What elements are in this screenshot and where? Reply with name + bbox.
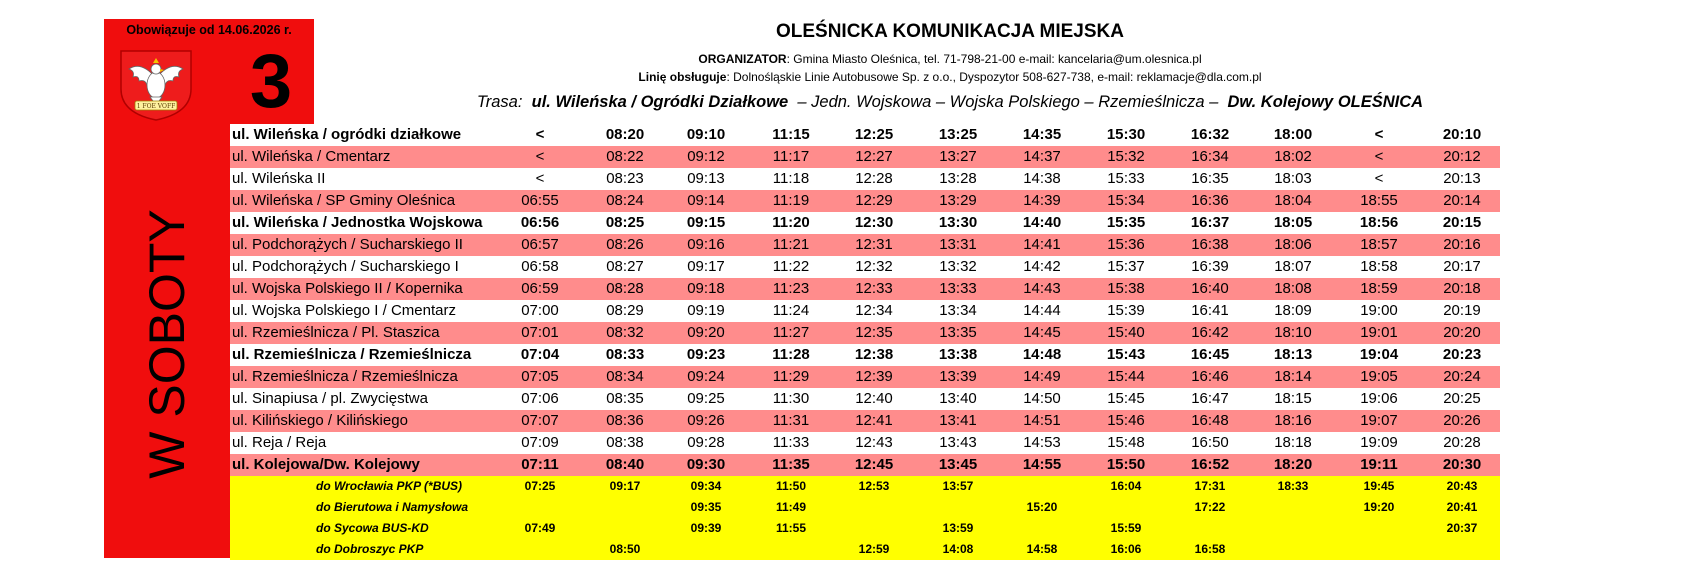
departure-time: 20:30 — [1442, 456, 1482, 473]
connection-time — [1263, 497, 1323, 518]
stop-name: ul. Podchorążych / Sucharskiego II — [232, 236, 463, 253]
line-number: 3 — [249, 39, 293, 124]
departure-time: 20:14 — [1443, 192, 1481, 209]
connection-time: 13:59 — [942, 521, 974, 535]
departure-time: 07:01 — [521, 324, 559, 341]
departure-time: 13:35 — [939, 324, 977, 341]
departure-time: 15:36 — [1107, 236, 1145, 253]
departure-time: 11:15 — [772, 126, 810, 143]
connection-time — [1263, 539, 1323, 560]
departure-time: 13:27 — [939, 148, 977, 165]
operator-info — [590, 70, 1310, 84]
departure-time: 14:37 — [1023, 148, 1061, 165]
connection-time — [1432, 539, 1492, 560]
departure-time: 13:33 — [939, 280, 977, 297]
departure-time: 15:34 — [1107, 192, 1145, 209]
departure-time: 16:35 — [1191, 170, 1229, 187]
departure-time: 16:47 — [1191, 390, 1229, 407]
departure-time: 18:18 — [1274, 434, 1312, 451]
table-row — [230, 300, 1500, 322]
connection-row — [230, 539, 1500, 560]
connection-time — [1012, 476, 1072, 497]
departure-time: 08:33 — [605, 346, 645, 363]
departure-time: 19:00 — [1360, 302, 1398, 319]
departure-time: 15:30 — [1106, 126, 1146, 143]
departure-time: 13:31 — [939, 236, 977, 253]
departure-time: 09:28 — [687, 434, 725, 451]
departure-time: 11:17 — [772, 148, 810, 165]
stop-name: ul. Rzemieślnicza / Rzemieślnicza — [232, 346, 472, 363]
connection-time: 16:06 — [1110, 542, 1142, 556]
connection-time — [595, 497, 655, 518]
connection-time — [844, 497, 904, 518]
departure-time: 12:41 — [855, 412, 893, 429]
departure-time: 13:38 — [938, 346, 978, 363]
connection-destination: do Bierutowa i Namysłowa — [316, 500, 469, 514]
departure-time: 18:04 — [1274, 192, 1312, 209]
departure-time: 16:50 — [1191, 434, 1229, 451]
departure-time: 12:34 — [855, 302, 893, 319]
connection-row — [230, 476, 1500, 497]
departure-time: 18:06 — [1274, 236, 1312, 253]
departure-time: < — [535, 148, 545, 165]
departure-time: 13:25 — [938, 126, 978, 143]
table-row — [230, 146, 1500, 168]
departure-time: 09:19 — [687, 302, 725, 319]
departure-time: 14:39 — [1023, 192, 1061, 209]
route-description — [440, 93, 1460, 112]
connection-time: 19:20 — [1363, 500, 1395, 514]
departure-time: 07:11 — [521, 456, 559, 473]
departure-time: 16:46 — [1191, 368, 1229, 385]
route-middle: – Jedn. Wojskowa – Wojska Polskiego – Rzemieślnicza – — [797, 93, 1219, 111]
connection-destination: do Sycowa BUS-KD — [316, 521, 429, 535]
connection-time: 15:59 — [1110, 521, 1142, 535]
connection-time — [761, 539, 821, 560]
connection-time — [1263, 518, 1323, 539]
departure-time: 14:53 — [1023, 434, 1061, 451]
connection-time — [1349, 539, 1409, 560]
departure-time: 19:07 — [1360, 412, 1398, 429]
departure-time: 11:35 — [772, 456, 810, 473]
departure-time: 12:25 — [854, 126, 894, 143]
departure-time: < — [535, 170, 545, 187]
departure-time: 09:15 — [686, 214, 726, 231]
connection-row — [230, 497, 1500, 518]
departure-time: 18:02 — [1274, 148, 1312, 165]
departure-time: 18:00 — [1273, 126, 1313, 143]
connection-time — [844, 518, 904, 539]
table-row — [230, 388, 1500, 410]
departure-time: 11:31 — [772, 412, 810, 429]
table-row — [230, 168, 1500, 190]
departure-time: 12:35 — [855, 324, 893, 341]
stop-name: ul. Podchorążych / Sucharskiego I — [232, 258, 459, 275]
departure-time: 07:00 — [521, 302, 559, 319]
departure-time: 14:44 — [1023, 302, 1061, 319]
departure-time: 06:57 — [521, 236, 559, 253]
table-row — [230, 454, 1500, 476]
connection-time: 09:39 — [690, 521, 722, 535]
departure-time: 12:31 — [855, 236, 893, 253]
departure-time: 15:38 — [1107, 280, 1145, 297]
departure-time: 08:36 — [606, 412, 644, 429]
connection-time: 12:59 — [858, 542, 890, 556]
departure-time: 08:28 — [606, 280, 644, 297]
connection-time — [1012, 518, 1072, 539]
departure-time: 12:40 — [855, 390, 893, 407]
departure-time: 08:34 — [606, 368, 644, 385]
departure-time: 18:20 — [1273, 456, 1313, 473]
departure-time: 11:19 — [772, 192, 810, 209]
departure-time: 08:32 — [606, 324, 644, 341]
departure-time: 09:16 — [687, 236, 725, 253]
departure-time: 18:14 — [1274, 368, 1312, 385]
departure-time: 18:59 — [1360, 280, 1398, 297]
stop-name: ul. Wileńska / Jednostka Wojskowa — [232, 214, 483, 231]
departure-time: 18:15 — [1274, 390, 1312, 407]
departure-time: 08:26 — [606, 236, 644, 253]
departure-time: 14:48 — [1022, 346, 1062, 363]
departure-time: 15:32 — [1107, 148, 1145, 165]
departure-time: 07:05 — [521, 368, 559, 385]
departure-time: 08:23 — [606, 170, 644, 187]
connection-time: 13:57 — [942, 479, 974, 493]
departure-time: 15:37 — [1107, 258, 1145, 275]
departure-time: 06:56 — [520, 214, 560, 231]
departure-time: 11:33 — [772, 434, 810, 451]
route-label: Trasa: — [476, 93, 523, 111]
departure-time: 20:26 — [1443, 412, 1481, 429]
departure-time: 14:51 — [1023, 412, 1061, 429]
departure-time: 14:42 — [1023, 258, 1061, 275]
departure-time: 11:18 — [772, 170, 810, 187]
departure-time: 09:18 — [687, 280, 725, 297]
departure-time: 13:41 — [939, 412, 977, 429]
departure-time: 16:48 — [1191, 412, 1229, 429]
table-row — [230, 366, 1500, 388]
departure-time: 20:10 — [1442, 126, 1482, 143]
departure-time: 15:45 — [1107, 390, 1145, 407]
emblem-ribbon-text: 1 FOE VOFF — [136, 103, 176, 110]
departure-time: 09:13 — [687, 170, 725, 187]
table-row — [230, 256, 1500, 278]
departure-time: 13:34 — [939, 302, 977, 319]
departure-time: 14:43 — [1023, 280, 1061, 297]
connection-time: 15:20 — [1026, 500, 1058, 514]
departure-time: 20:20 — [1443, 324, 1481, 341]
departure-time: 08:22 — [606, 148, 644, 165]
departure-time: 14:55 — [1022, 456, 1062, 473]
departure-time: 13:29 — [939, 192, 977, 209]
stop-name: ul. Wojska Polskiego I / Cmentarz — [232, 302, 456, 319]
departure-time: 19:01 — [1360, 324, 1398, 341]
departure-time: 18:13 — [1273, 346, 1313, 363]
connection-time: 11:49 — [775, 500, 807, 514]
connection-row — [230, 518, 1500, 539]
departure-time: 09:25 — [687, 390, 725, 407]
table-row — [230, 432, 1500, 454]
departure-time: 18:05 — [1273, 214, 1313, 231]
departure-time: 09:26 — [687, 412, 725, 429]
departure-time: 16:38 — [1191, 236, 1229, 253]
departure-time: 14:40 — [1022, 214, 1062, 231]
departure-time: < — [1374, 148, 1384, 165]
validity-date: Obowiązuje od 14.06.2026 r. — [126, 23, 292, 37]
departure-time: 12:29 — [855, 192, 893, 209]
route-start: ul. Wileńska / Ogródki Działkowe — [531, 93, 789, 111]
departure-time: 07:09 — [521, 434, 559, 451]
departure-time: 11:28 — [772, 346, 810, 363]
departure-time: 18:55 — [1360, 192, 1398, 209]
organizer-label: ORGANIZATOR — [698, 52, 787, 66]
departure-time: 11:20 — [772, 214, 810, 231]
connection-time: 08:50 — [609, 542, 641, 556]
departure-time: 19:04 — [1359, 346, 1399, 363]
day-type-text: W SOBOTY — [139, 209, 195, 479]
departure-time: 12:38 — [854, 346, 894, 363]
departure-time: 15:43 — [1106, 346, 1146, 363]
table-row — [230, 410, 1500, 432]
connection-time: 14:58 — [1026, 542, 1058, 556]
departure-time: 19:06 — [1360, 390, 1398, 407]
departure-time: 12:43 — [855, 434, 893, 451]
table-row — [230, 234, 1500, 256]
connection-time: 19:45 — [1363, 479, 1395, 493]
departure-time: 13:40 — [939, 390, 977, 407]
table-row — [230, 190, 1500, 212]
departure-time: 14:35 — [1022, 126, 1062, 143]
departure-time: 09:23 — [686, 346, 726, 363]
departure-time: 18:08 — [1274, 280, 1312, 297]
departure-time: 11:30 — [772, 390, 810, 407]
departure-time: 20:24 — [1443, 368, 1481, 385]
departure-time: 06:59 — [521, 280, 559, 297]
connection-time — [676, 539, 736, 560]
departure-time: 14:41 — [1023, 236, 1061, 253]
departure-time: 08:38 — [606, 434, 644, 451]
connection-time: 07:49 — [524, 521, 556, 535]
departure-time: 09:14 — [687, 192, 725, 209]
departure-time: 12:45 — [854, 456, 894, 473]
connection-time: 20:37 — [1446, 521, 1478, 535]
connection-time — [1096, 497, 1156, 518]
departure-time: 14:45 — [1023, 324, 1061, 341]
departure-time: 06:55 — [521, 192, 559, 209]
departure-time: 18:58 — [1360, 258, 1398, 275]
stop-name: ul. Reja / Reja — [232, 434, 327, 451]
departure-time: 11:22 — [772, 258, 810, 275]
connection-destination: do Wrocławia PKP (*BUS) — [316, 479, 463, 493]
departure-time: 15:48 — [1107, 434, 1145, 451]
departure-time: 09:20 — [687, 324, 725, 341]
departure-time: 08:24 — [606, 192, 644, 209]
departure-time: 08:40 — [605, 456, 645, 473]
departure-time: 20:12 — [1443, 148, 1481, 165]
connection-time: 07:25 — [524, 479, 556, 493]
departure-time: 16:34 — [1191, 148, 1229, 165]
departure-time: 09:12 — [687, 148, 725, 165]
connection-time: 16:04 — [1110, 479, 1142, 493]
departure-time: 20:25 — [1443, 390, 1481, 407]
departure-time: 16:42 — [1191, 324, 1229, 341]
departure-time: 07:04 — [520, 346, 560, 363]
connection-destination: do Dobroszyc PKP — [316, 542, 424, 556]
departure-time: 15:44 — [1107, 368, 1145, 385]
departure-time: 09:24 — [687, 368, 725, 385]
stop-name: ul. Kilińskiego / Kilińskiego — [232, 412, 408, 429]
departure-time: 08:29 — [606, 302, 644, 319]
timetable — [230, 124, 1500, 476]
departure-time: 12:39 — [855, 368, 893, 385]
departure-time: 13:28 — [939, 170, 977, 187]
connection-time: 09:35 — [690, 500, 722, 514]
departure-time: 18:03 — [1274, 170, 1312, 187]
departure-time: 07:07 — [521, 412, 559, 429]
connection-time: 20:43 — [1446, 479, 1478, 493]
connection-time — [510, 539, 570, 560]
departure-time: 16:45 — [1190, 346, 1230, 363]
departure-time: 11:23 — [772, 280, 810, 297]
departure-time: 14:50 — [1023, 390, 1061, 407]
stop-name: ul. Wojska Polskiego II / Kopernika — [232, 280, 463, 297]
departure-time: 13:45 — [938, 456, 978, 473]
departure-time: 08:25 — [605, 214, 645, 231]
stop-name: ul. Kolejowa/Dw. Kolejowy — [232, 456, 420, 473]
departure-time: 14:49 — [1023, 368, 1061, 385]
departure-time: 20:17 — [1443, 258, 1481, 275]
departure-time: 16:32 — [1190, 126, 1230, 143]
connection-time: 17:31 — [1194, 479, 1226, 493]
departure-time: 16:39 — [1191, 258, 1229, 275]
stop-name: ul. Sinapiusa / pl. Zwycięstwa — [232, 390, 428, 407]
route-end: Dw. Kolejowy OLEŚNICA — [1227, 93, 1424, 111]
connection-time: 18:33 — [1277, 479, 1309, 493]
stop-name: ul. Wileńska II — [232, 170, 326, 187]
departure-time: 18:16 — [1274, 412, 1312, 429]
table-row — [230, 124, 1500, 146]
departure-time: 11:24 — [772, 302, 810, 319]
operator-text: : Dolnośląskie Linie Autobusowe Sp. z o.o., Dyspozytor 508-627-738, e-mail: reklamacje@dla.com.pl — [726, 70, 1262, 84]
connection-time: 20:41 — [1446, 500, 1478, 514]
departure-time: 20:28 — [1443, 434, 1481, 451]
departure-time: 11:27 — [772, 324, 810, 341]
departure-time: < — [535, 126, 545, 143]
departure-time: 15:39 — [1107, 302, 1145, 319]
departure-time: 12:32 — [855, 258, 893, 275]
departure-time: 20:13 — [1443, 170, 1481, 187]
table-row — [230, 278, 1500, 300]
departure-time: 13:30 — [938, 214, 978, 231]
connection-time — [1349, 518, 1409, 539]
departure-time: 15:46 — [1107, 412, 1145, 429]
departure-time: 18:56 — [1359, 214, 1399, 231]
departure-time: 16:52 — [1190, 456, 1230, 473]
departure-time: 16:37 — [1190, 214, 1230, 231]
departure-time: 19:05 — [1360, 368, 1398, 385]
stop-name: ul. Wileńska / ogródki działkowe — [232, 126, 462, 143]
connection-time — [510, 497, 570, 518]
departure-time: 08:27 — [606, 258, 644, 275]
departure-time: 18:09 — [1274, 302, 1312, 319]
table-row — [230, 212, 1500, 234]
connection-time — [1180, 518, 1240, 539]
connection-time: 12:53 — [858, 479, 890, 493]
departure-time: 09:10 — [686, 126, 726, 143]
connection-time: 16:58 — [1194, 542, 1226, 556]
connection-time: 09:17 — [609, 479, 641, 493]
connection-time: 14:08 — [942, 542, 974, 556]
table-row — [230, 344, 1500, 366]
stop-name: ul. Wileńska / SP Gminy Oleśnica — [232, 192, 456, 209]
connection-time: 11:55 — [775, 521, 807, 535]
organizer-info — [590, 52, 1310, 66]
stop-name: ul. Wileńska / Cmentarz — [232, 148, 391, 165]
departure-time: 15:50 — [1106, 456, 1146, 473]
departure-time: 16:40 — [1191, 280, 1229, 297]
departure-time: 19:11 — [1360, 456, 1398, 473]
city-emblem-icon — [117, 47, 195, 122]
departure-time: 12:33 — [855, 280, 893, 297]
connection-time: 09:34 — [690, 479, 722, 493]
connection-time — [928, 497, 988, 518]
connection-time — [595, 518, 655, 539]
departure-time: 14:38 — [1023, 170, 1061, 187]
operator-label: Linię obsługuje — [638, 70, 727, 84]
stop-name: ul. Rzemieślnicza / Pl. Staszica — [232, 324, 440, 341]
departure-time: 07:06 — [521, 390, 559, 407]
departure-time: 16:41 — [1191, 302, 1229, 319]
organizer-text: : Gmina Miasto Oleśnica, tel. 71-798-21-00 e-mail: kancelaria@um.olesnica.pl — [786, 52, 1202, 66]
departure-time: 20:18 — [1443, 280, 1481, 297]
departure-time: 19:09 — [1360, 434, 1398, 451]
departure-time: 15:33 — [1107, 170, 1145, 187]
table-row — [230, 322, 1500, 344]
departure-time: 13:32 — [939, 258, 977, 275]
departure-time: 12:30 — [854, 214, 894, 231]
departure-time: 20:23 — [1442, 346, 1482, 363]
departure-time: 20:16 — [1443, 236, 1481, 253]
connection-time: 11:50 — [775, 479, 807, 493]
departure-time: 16:36 — [1191, 192, 1229, 209]
connections-table — [230, 476, 1500, 560]
departure-time: 18:57 — [1360, 236, 1398, 253]
departure-time: 13:39 — [939, 368, 977, 385]
departure-time: 15:40 — [1107, 324, 1145, 341]
departure-time: 20:19 — [1443, 302, 1481, 319]
departure-time: 13:43 — [939, 434, 977, 451]
departure-time: 12:27 — [855, 148, 893, 165]
departure-time: 09:30 — [686, 456, 726, 473]
connection-time: 17:22 — [1194, 500, 1226, 514]
page-title: OLEŚNICKA KOMUNIKACJA MIEJSKA — [775, 21, 1124, 42]
departure-time: 18:07 — [1274, 258, 1312, 275]
departure-time: < — [1374, 126, 1384, 143]
departure-time: < — [1374, 170, 1384, 187]
stop-name: ul. Rzemieślnicza / Rzemieślnicza — [232, 368, 458, 385]
departure-time: 20:15 — [1442, 214, 1482, 231]
departure-time: 08:35 — [606, 390, 644, 407]
departure-time: 18:10 — [1274, 324, 1312, 341]
departure-time: 11:29 — [772, 368, 810, 385]
departure-time: 06:58 — [521, 258, 559, 275]
departure-time: 11:21 — [772, 236, 810, 253]
departure-time: 15:35 — [1106, 214, 1146, 231]
departure-time: 12:28 — [855, 170, 893, 187]
departure-time: 09:17 — [687, 258, 725, 275]
departure-time: 08:20 — [605, 126, 645, 143]
